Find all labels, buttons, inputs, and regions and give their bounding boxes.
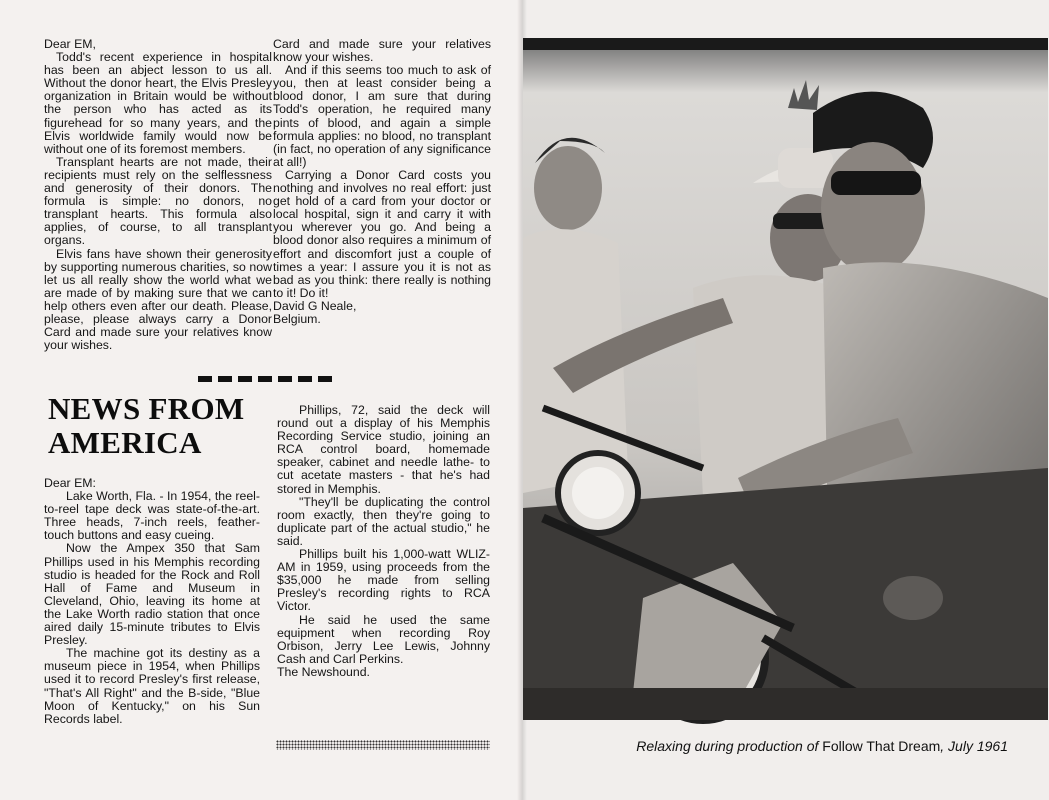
- section-divider-dashes: [198, 376, 336, 384]
- photo-caption: [530, 738, 1008, 754]
- news-paragraph: Now the Ampex 350 that Sam Phillips used in his Memphis recording studio is headed for the Rock and Roll Hall of Fame and Museum in Cleveland, Ohio, leaving its home at the Lake Worth radio station that once aired daily 15-minute tributes to Elvis Presley.: [44, 541, 260, 648]
- letter-signature-place: Belgium.: [273, 311, 321, 326]
- letter-paragraph: Todd's recent experience in hospital has been an abject lesson to us all. Without the donor heart, the Elvis Presley organization in Britain would be without the person who has acted as its figurehead for so many years, and the Elvis worldwide family would now be without one of its foremost members.: [44, 50, 272, 156]
- letter-column-1: [44, 37, 272, 353]
- letter-paragraph: Carrying a Donor Card costs you nothing and involves no real effort: just get hold of a card from your doctor or local hospital, sign it and carry it with you wherever you go. And being a blood donor also requires a minimum of effort and discomfort just a couple of times a year: I assure you it is not as bad as you think: there really is nothing to it! Do it!: [273, 167, 491, 300]
- headline-line-2: AMERICA: [48, 425, 202, 460]
- news-paragraph: Phillips, 72, said the deck will round out a display of his Memphis Recording Service studio, joining an RCA control board, homemade speaker, cabinet and needle lathe- to cut acetate masters - that he's had stored in Memphis.: [277, 403, 490, 496]
- dotted-rule: [276, 740, 490, 750]
- letter-column-2: [273, 38, 491, 326]
- letter-paragraph-continues: [44, 246, 272, 353]
- news-headline: [48, 392, 268, 460]
- news-column-1: [44, 477, 260, 726]
- letter-paragraph-text: Elvis fans have shown their generosity by supporting numerous charities, so now let us all really show the world what we are made of by making sure that we can help others even after our death. Please, please, please always carry a Donor Card and made sure your relatives know your wishes.: [44, 246, 272, 353]
- news-paragraph: Phillips built his 1,000-watt WLIZ-AM in 1959, using proceeds from the $35,000 he made from selling Presley's recording rights to RCA Victor.: [277, 547, 490, 614]
- letter-paragraph: Transplant hearts are not made, their recipients must rely on the selflessness and generosity of their donors. The formula is simple: no donors, no transplant hearts. This formula also applies, of course, to all transplant organs.: [44, 154, 272, 248]
- caption-prefix: Relaxing during production of: [636, 738, 823, 754]
- caption-film-title: Follow That Dream: [822, 738, 941, 754]
- news-paragraph: The machine got its destiny as a museum piece in 1954, when Phillips used it to record Presley's first release, "That's All Right" and the B-side, "Blue Moon of Kentucky," on his Sun Records label.: [44, 646, 260, 726]
- news-column-2: [277, 404, 490, 679]
- caption-suffix: , July 1961: [940, 738, 1008, 754]
- news-salutation: Dear EM:: [44, 476, 96, 490]
- letter-signature-name: David G Neale,: [273, 298, 357, 313]
- news-signoff: The Newshound.: [277, 664, 370, 679]
- photo-illustration: [523, 38, 1048, 720]
- letter-paragraph: And if this seems too much to ask of you, then at least consider being a blood donor, I am sure that during Todd's operation, he required many pints of blood, and again a simple formula applies: no blood, no transplant (in fact, no operation of any significance at all!): [273, 63, 491, 169]
- photograph: [523, 38, 1048, 720]
- headline-line-1: NEWS FROM: [48, 391, 245, 426]
- letter-salutation: Dear EM,: [44, 37, 96, 51]
- news-paragraph: Lake Worth, Fla. - In 1954, the reel-to-reel tape deck was state-of-the-art. Three heads, 7-inch reels, feather-touch buttons and easy cueing.: [44, 489, 260, 543]
- letter-paragraph-continued: Card and made sure your relatives know your wishes.: [273, 37, 491, 65]
- news-paragraph: He said he used the same equipment when recording Roy Orbison, Jerry Lee Lewis, Johnny Cash and Carl Perkins.: [277, 612, 490, 666]
- news-paragraph: "They'll be duplicating the control room exactly, then they're going to duplicate part of the actual studio," he said.: [277, 494, 490, 548]
